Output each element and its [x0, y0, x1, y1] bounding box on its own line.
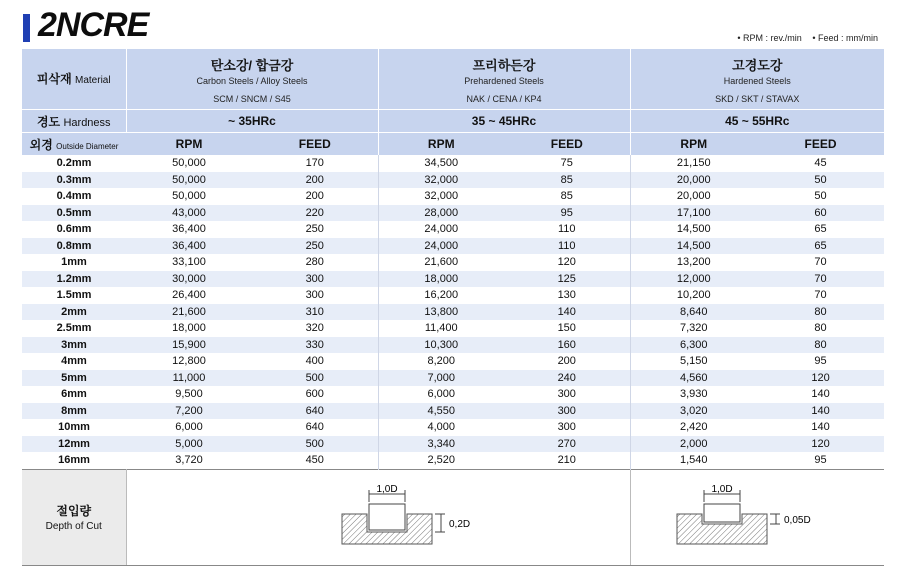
rpm-cell: 13,200	[630, 254, 757, 271]
data-rows	[22, 155, 884, 469]
table-row	[22, 172, 884, 189]
material-hardened	[630, 49, 884, 110]
feed-cell: 85	[504, 172, 630, 189]
feed-cell: 70	[757, 254, 884, 271]
diameter-cell: 0.6mm	[22, 221, 126, 238]
depth-label-kr: 절입량	[56, 504, 92, 518]
feed-cell: 50	[757, 188, 884, 205]
depth-diagram-cell-1	[126, 469, 630, 565]
diameter-cell: 4mm	[22, 353, 126, 370]
rpm-cell: 7,320	[630, 320, 757, 337]
material-grades: NAK / CENA / KP4	[466, 93, 542, 104]
feed-cell: 140	[757, 403, 884, 420]
rpm-cell: 11,000	[126, 370, 252, 387]
diameter-cell: 0.5mm	[22, 205, 126, 222]
feed-cell: 300	[504, 403, 630, 420]
rpm-cell: 10,200	[630, 287, 757, 304]
feed-cell: 95	[504, 205, 630, 222]
rpm-cell: 50,000	[126, 172, 252, 189]
rpm-cell: 4,000	[378, 419, 504, 436]
rpm-cell: 3,340	[378, 436, 504, 453]
feed-cell: 250	[252, 238, 378, 255]
rpm-cell: 2,520	[378, 452, 504, 469]
rpm-cell: 26,400	[126, 287, 252, 304]
feed-cell: 95	[757, 353, 884, 370]
depth-label	[22, 469, 126, 565]
feed-cell: 400	[252, 353, 378, 370]
diameter-cell: 10mm	[22, 419, 126, 436]
table-row	[22, 320, 884, 337]
rpm-cell: 24,000	[378, 221, 504, 238]
depth-diagram-cell-2	[630, 469, 884, 565]
diameter-cell: 1.2mm	[22, 271, 126, 288]
diameter-cell: 2mm	[22, 304, 126, 321]
rpm-cell: 21,600	[126, 304, 252, 321]
material-name-en: Hardened Steels	[723, 75, 791, 86]
rpm-cell: 9,500	[126, 386, 252, 403]
rpm-cell: 36,400	[126, 238, 252, 255]
rpm-cell: 10,300	[378, 337, 504, 354]
hardness-hardened: 45 ~ 55HRc	[630, 110, 884, 133]
diameter-cell: 1.5mm	[22, 287, 126, 304]
od-label-en: Outside Diameter	[56, 141, 119, 151]
table-row	[22, 238, 884, 255]
depth-of-cut-diagram	[672, 482, 842, 552]
feed-cell: 80	[757, 320, 884, 337]
feed-cell: 600	[252, 386, 378, 403]
col-rpm: RPM	[630, 133, 757, 156]
rpm-cell: 13,800	[378, 304, 504, 321]
feed-cell: 65	[757, 221, 884, 238]
rpm-cell: 32,000	[378, 188, 504, 205]
rpm-cell: 3,930	[630, 386, 757, 403]
feed-cell: 300	[252, 287, 378, 304]
material-carbon	[126, 49, 378, 110]
table-row	[22, 386, 884, 403]
hardness-label-kr: 경도	[36, 114, 61, 129]
rpm-cell: 7,200	[126, 403, 252, 420]
diameter-cell: 2.5mm	[22, 320, 126, 337]
rpm-cell: 15,900	[126, 337, 252, 354]
rpm-cell: 24,000	[378, 238, 504, 255]
hardness-label-en: Hardness	[63, 116, 111, 129]
depth-of-cut-row	[22, 469, 884, 565]
feed-cell: 80	[757, 304, 884, 321]
table-row	[22, 287, 884, 304]
rpm-cell: 14,500	[630, 221, 757, 238]
table-row	[22, 254, 884, 271]
column-header-row	[22, 133, 884, 156]
rpm-cell: 50,000	[126, 155, 252, 172]
feed-cell: 250	[252, 221, 378, 238]
rpm-cell: 16,200	[378, 287, 504, 304]
rpm-cell: 20,000	[630, 188, 757, 205]
feed-cell: 300	[252, 271, 378, 288]
rpm-cell: 20,000	[630, 172, 757, 189]
diameter-cell: 0.2mm	[22, 155, 126, 172]
depth-value-label: 0,2D	[448, 519, 470, 530]
diameter-cell: 0.8mm	[22, 238, 126, 255]
material-name-kr: 고경도강	[732, 57, 783, 73]
rpm-cell: 36,400	[126, 221, 252, 238]
table-row	[22, 155, 884, 172]
feed-cell: 500	[252, 370, 378, 387]
diameter-cell: 16mm	[22, 452, 126, 469]
rpm-cell: 17,100	[630, 205, 757, 222]
table-row	[22, 205, 884, 222]
table-row	[22, 337, 884, 354]
feed-cell: 120	[504, 254, 630, 271]
rpm-cell: 33,100	[126, 254, 252, 271]
hardness-row	[22, 110, 884, 133]
feed-cell: 140	[757, 386, 884, 403]
feed-cell: 125	[504, 271, 630, 288]
hardness-label	[22, 110, 126, 133]
od-label	[22, 133, 126, 156]
rpm-cell: 7,000	[378, 370, 504, 387]
material-name-kr: 프리하든강	[472, 57, 536, 73]
rpm-cell: 1,540	[630, 452, 757, 469]
title-accent-bar	[23, 14, 30, 42]
rpm-cell: 6,000	[378, 386, 504, 403]
depth-value-label: 0,05D	[784, 515, 811, 526]
col-rpm: RPM	[126, 133, 252, 156]
rpm-cell: 14,500	[630, 238, 757, 255]
table-row	[22, 452, 884, 469]
col-feed: FEED	[757, 133, 884, 156]
feed-cell: 110	[504, 221, 630, 238]
feed-cell: 200	[252, 172, 378, 189]
rpm-cell: 3,720	[126, 452, 252, 469]
feed-cell: 280	[252, 254, 378, 271]
rpm-cell: 5,150	[630, 353, 757, 370]
feed-cell: 120	[757, 370, 884, 387]
rpm-cell: 12,000	[630, 271, 757, 288]
cutting-conditions-table	[22, 49, 884, 566]
rpm-cell: 50,000	[126, 188, 252, 205]
feed-cell: 310	[252, 304, 378, 321]
rpm-cell: 2,000	[630, 436, 757, 453]
table-row	[22, 271, 884, 288]
feed-cell: 120	[757, 436, 884, 453]
material-name-en: Carbon Steels / Alloy Steels	[196, 75, 308, 86]
feed-cell: 270	[504, 436, 630, 453]
material-grades: SKD / SKT / STAVAX	[715, 93, 800, 104]
material-name-en: Prehardened Steels	[464, 75, 544, 86]
rpm-cell: 8,640	[630, 304, 757, 321]
feed-cell: 500	[252, 436, 378, 453]
feed-cell: 640	[252, 403, 378, 420]
diameter-cell: 0.3mm	[22, 172, 126, 189]
feed-cell: 300	[504, 419, 630, 436]
width-label: 1,0D	[711, 484, 733, 495]
rpm-cell: 8,200	[378, 353, 504, 370]
feed-cell: 200	[252, 188, 378, 205]
rpm-cell: 3,020	[630, 403, 757, 420]
depth-label-en: Depth of Cut	[45, 521, 102, 532]
feed-cell: 210	[504, 452, 630, 469]
feed-cell: 200	[504, 353, 630, 370]
rpm-cell: 2,420	[630, 419, 757, 436]
feed-cell: 320	[252, 320, 378, 337]
feed-cell: 640	[252, 419, 378, 436]
rpm-cell: 34,500	[378, 155, 504, 172]
table-row	[22, 188, 884, 205]
material-label-en: Material	[75, 75, 111, 86]
diameter-cell: 3mm	[22, 337, 126, 354]
table-row	[22, 419, 884, 436]
rpm-cell: 18,000	[126, 320, 252, 337]
material-name-kr: 탄소강/ 합금강	[210, 57, 294, 73]
table-row	[22, 221, 884, 238]
table-row	[22, 304, 884, 321]
feed-unit: • Feed : mm/min	[812, 33, 878, 43]
material-header-row	[22, 49, 884, 110]
diameter-cell: 5mm	[22, 370, 126, 387]
feed-cell: 70	[757, 287, 884, 304]
rpm-cell: 18,000	[378, 271, 504, 288]
width-label: 1,0D	[375, 484, 398, 495]
feed-cell: 300	[504, 386, 630, 403]
feed-cell: 170	[252, 155, 378, 172]
feed-cell: 75	[504, 155, 630, 172]
feed-cell: 140	[504, 304, 630, 321]
feed-cell: 60	[757, 205, 884, 222]
hardness-prehardened: 35 ~ 45HRc	[378, 110, 630, 133]
feed-cell: 65	[757, 238, 884, 255]
material-label	[22, 49, 126, 110]
rpm-cell: 6,300	[630, 337, 757, 354]
feed-cell: 95	[757, 452, 884, 469]
material-prehardened	[378, 49, 630, 110]
feed-cell: 160	[504, 337, 630, 354]
feed-cell: 80	[757, 337, 884, 354]
rpm-cell: 12,800	[126, 353, 252, 370]
diameter-cell: 0.4mm	[22, 188, 126, 205]
feed-cell: 240	[504, 370, 630, 387]
rpm-unit: • RPM : rev./min	[737, 33, 802, 43]
material-label-kr: 피삭재	[36, 72, 72, 86]
depth-of-cut-diagram	[337, 482, 507, 552]
feed-cell: 220	[252, 205, 378, 222]
rpm-cell: 21,150	[630, 155, 757, 172]
rpm-cell: 43,000	[126, 205, 252, 222]
page-title: 2NCRE	[38, 6, 149, 44]
col-feed: FEED	[252, 133, 378, 156]
rpm-cell: 11,400	[378, 320, 504, 337]
rpm-cell: 30,000	[126, 271, 252, 288]
feed-cell: 85	[504, 188, 630, 205]
col-rpm: RPM	[378, 133, 504, 156]
table-row	[22, 353, 884, 370]
feed-cell: 110	[504, 238, 630, 255]
feed-cell: 140	[757, 419, 884, 436]
rpm-cell: 28,000	[378, 205, 504, 222]
diameter-cell: 12mm	[22, 436, 126, 453]
rpm-cell: 6,000	[126, 419, 252, 436]
rpm-cell: 4,560	[630, 370, 757, 387]
feed-cell: 70	[757, 271, 884, 288]
feed-cell: 45	[757, 155, 884, 172]
diameter-cell: 1mm	[22, 254, 126, 271]
rpm-cell: 4,550	[378, 403, 504, 420]
rpm-cell: 5,000	[126, 436, 252, 453]
table-row	[22, 370, 884, 387]
material-grades: SCM / SNCM / S45	[213, 93, 291, 104]
table-row	[22, 436, 884, 453]
hardness-carbon: ~ 35HRc	[126, 110, 378, 133]
units-legend	[729, 33, 878, 43]
diameter-cell: 8mm	[22, 403, 126, 420]
feed-cell: 130	[504, 287, 630, 304]
feed-cell: 150	[504, 320, 630, 337]
feed-cell: 330	[252, 337, 378, 354]
diameter-cell: 6mm	[22, 386, 126, 403]
table-row	[22, 403, 884, 420]
col-feed: FEED	[504, 133, 630, 156]
feed-cell: 450	[252, 452, 378, 469]
rpm-cell: 32,000	[378, 172, 504, 189]
od-label-kr: 외경	[29, 137, 53, 152]
rpm-cell: 21,600	[378, 254, 504, 271]
feed-cell: 50	[757, 172, 884, 189]
